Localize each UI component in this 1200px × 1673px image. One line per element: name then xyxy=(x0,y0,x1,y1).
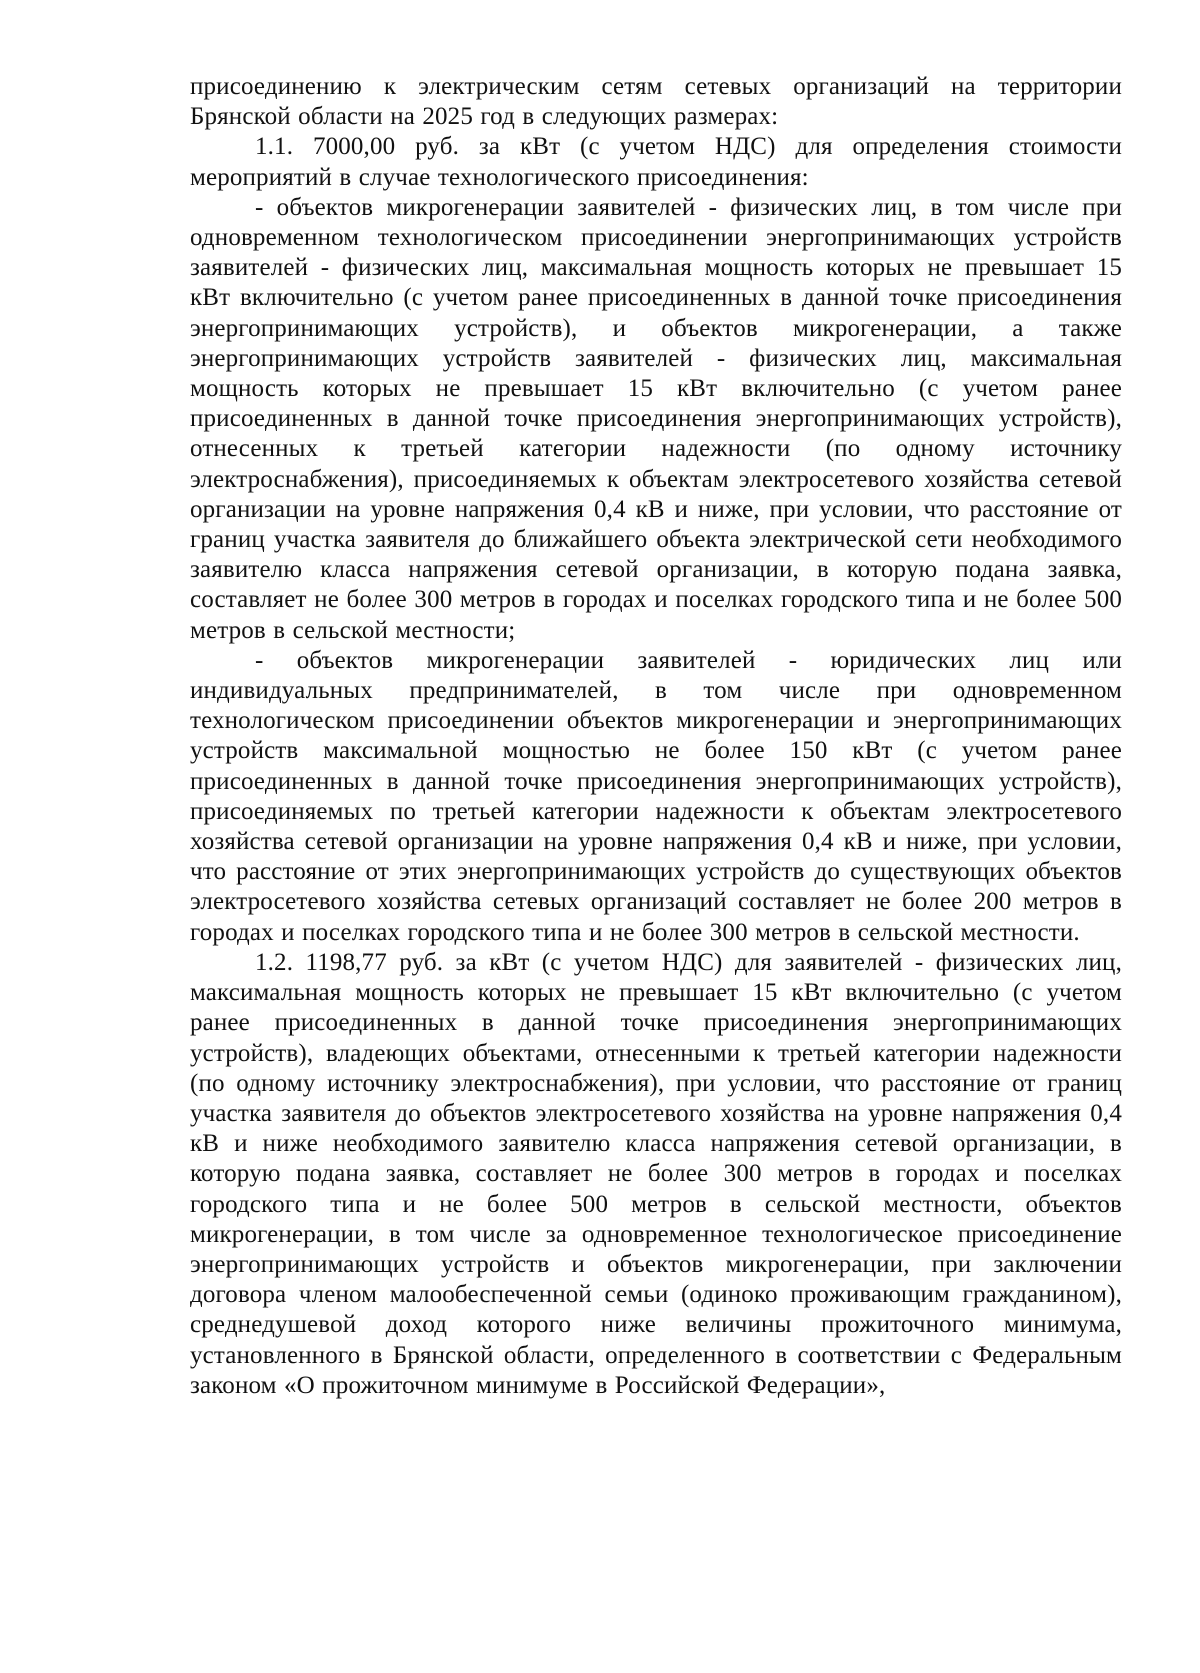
document-body xyxy=(190,72,1122,1401)
paragraph-microgeneration-legal-entities: - объектов микрогенерации заявителей - юридических лиц или индивидуальных предпринимателей, в том числе при одновременном технологическом присоединении объектов микрогенерации и энергопринимающих устройств максимальной мощностью не более 150 кВт (с учетом ранее присоединенных в данной точке присоединения энергопринимающих устройств), присоединяемых по третьей категории надежности к объектам электросетевого хозяйства сетевой организации на уровне напряжения 0,4 кВ и ниже, при условии, что расстояние от этих энергопринимающих устройств до существующих объектов электросетевого хозяйства сетевых организаций составляет не более 200 метров в городах и поселках городского типа и не более 300 метров в сельской местности. xyxy=(190,646,1122,946)
paragraph-continuation: присоединению к электрическим сетям сетевых организаций на территории Брянской области на 2025 год в следующих размерах: xyxy=(190,73,1122,131)
paragraph-item-1-2: 1.2. 1198,77 руб. за кВт (с учетом НДС) для заявителей - физических лиц, максимальная мощность которых не превышает 15 кВт включительно (с учетом ранее присоединенных в данной точке присоединения энергопринимающих устройств), владеющих объектами, отнесенными к третьей категории надежности (по одному источнику электроснабжения), при условии, что расстояние от границ участка заявителя до объектов электросетевого хозяйства на уровне напряжения 0,4 кВ и ниже необходимого заявителю класса напряжения сетевой организации, в которую подана заявка, составляет не более 300 метров в городах и поселках городского типа и не более 500 метров в сельской местности, объектов микрогенерации, в том числе за одновременное технологическое присоединение энергопринимающих устройств и объектов микрогенерации, при заключении договора членом малообеспеченной семьи (одиноко проживающим гражданином), среднедушевой доход которого ниже величины прожиточного минимума, установленного в Брянской области, определенного в соответствии с Федеральным законом «О прожиточном минимуме в Российской Федерации», xyxy=(190,948,1122,1399)
paragraph-item-1-1: 1.1. 7000,00 руб. за кВт (с учетом НДС) для определения стоимости мероприятий в случае технологического присоединения: xyxy=(190,133,1122,191)
paragraph-microgeneration-individuals: - объектов микрогенерации заявителей - физических лиц, в том числе при одновременном технологическом присоединении энергопринимающих устройств заявителей - физических лиц, максимальная мощность которых не превышает 15 кВт включительно (с учетом ранее присоединенных в данной точке присоединения энергопринимающих устройств), и объектов микрогенерации, а также энергопринимающих устройств заявителей - физических лиц, максимальная мощность которых не превышает 15 кВт включительно (с учетом ранее присоединенных в данной точке присоединения энергопринимающих устройств), отнесенных к третьей категории надежности (по одному источнику электроснабжения), присоединяемых к объектам электросетевого хозяйства сетевой организации на уровне напряжения 0,4 кВ и ниже, при условии, что расстояние от границ участка заявителя до ближайшего объекта электрической сети необходимого заявителю класса напряжения сетевой организации, в которую подана заявка, составляет не более 300 метров в городах и поселках городского типа и не более 500 метров в сельской местности; xyxy=(190,193,1122,644)
